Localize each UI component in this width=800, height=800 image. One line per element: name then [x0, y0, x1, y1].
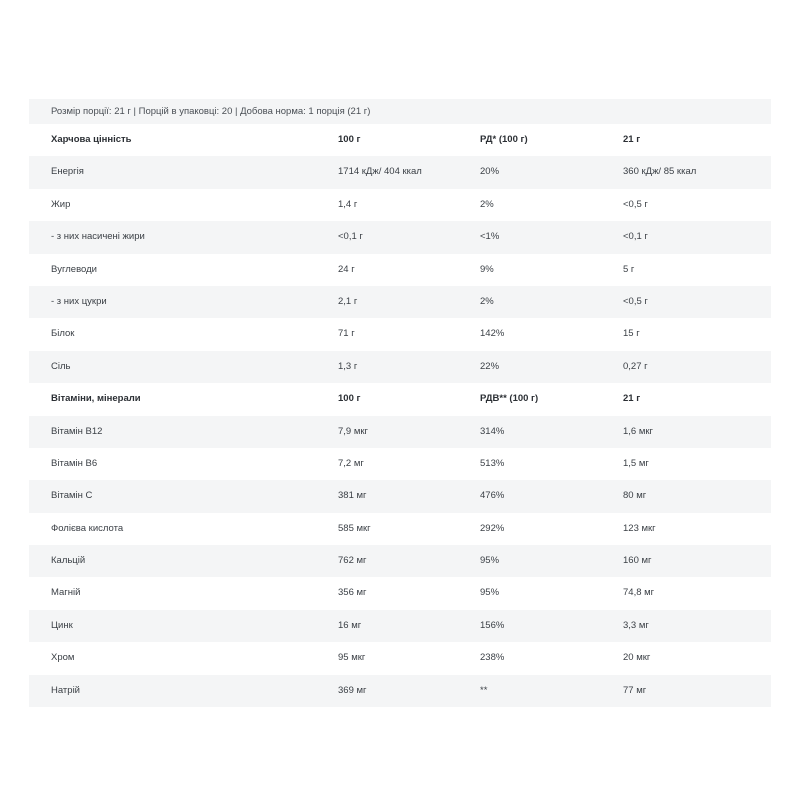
table-section-header	[29, 124, 771, 156]
value-rda: 9%	[480, 263, 494, 275]
value-rda: <1%	[480, 231, 500, 243]
nutrient-name: Вітамін C	[51, 490, 93, 502]
value-rda: 292%	[480, 522, 505, 534]
nutrient-name: Вітаміни, мінерали	[51, 393, 141, 405]
value-rda: 95%	[480, 587, 500, 599]
nutrient-name: Харчова цінність	[51, 134, 132, 145]
value-per-100g: 100 г	[338, 393, 361, 405]
value-per-100g: 1,3 г	[338, 360, 358, 372]
value-rda: 476%	[480, 490, 505, 502]
value-per-serving: 15 г	[623, 328, 640, 340]
table-row	[29, 351, 771, 383]
value-per-serving: 123 мкг	[623, 522, 656, 534]
table-row	[29, 221, 771, 253]
table-row	[29, 642, 771, 674]
nutrient-name: Цинк	[51, 619, 73, 631]
value-per-serving: <0,5 г	[623, 295, 648, 307]
value-per-serving: 1,6 мкг	[623, 425, 653, 437]
serving-info: Розмір порції: 21 г | Порцій в упаковці: 20 | Добова норма: 1 порція (21 г)	[51, 106, 371, 117]
value-per-100g: 585 мкг	[338, 522, 371, 534]
nutrient-name: Сіль	[51, 360, 71, 372]
nutrient-name: Вітамін B12	[51, 425, 103, 437]
value-per-100g: 100 г	[338, 134, 361, 145]
nutrition-table	[29, 99, 771, 701]
value-rda: 20%	[480, 166, 500, 178]
value-per-100g: 1714 кДж/ 404 ккал	[338, 166, 422, 178]
value-rda: 22%	[480, 360, 500, 372]
nutrient-name: Білок	[51, 328, 75, 340]
value-per-serving: 0,27 г	[623, 360, 648, 372]
value-per-100g: 2,1 г	[338, 295, 358, 307]
table-row	[29, 318, 771, 350]
value-rda: РД* (100 г)	[480, 134, 528, 145]
value-per-100g: 16 мг	[338, 619, 362, 631]
table-row	[29, 286, 771, 318]
value-per-100g: 1,4 г	[338, 198, 358, 210]
value-rda: 156%	[480, 619, 505, 631]
nutrient-name: Вуглеводи	[51, 263, 97, 275]
nutrient-name: Фолієва кислота	[51, 522, 124, 534]
nutrient-name: Вітамін B6	[51, 457, 98, 469]
table-row	[29, 156, 771, 188]
table-section-header	[29, 383, 771, 415]
value-rda: 513%	[480, 457, 505, 469]
nutrient-name: Кальцій	[51, 555, 86, 567]
value-rda: РДВ** (100 г)	[480, 393, 539, 405]
value-rda: 142%	[480, 328, 505, 340]
value-rda: 2%	[480, 198, 494, 210]
value-per-serving: 160 мг	[623, 555, 652, 567]
value-per-100g: 381 мг	[338, 490, 367, 502]
value-per-100g: 369 мг	[338, 684, 367, 696]
table-row	[29, 189, 771, 221]
value-per-100g: 7,2 мг	[338, 457, 364, 469]
nutrient-name: - з них насичені жири	[51, 231, 145, 243]
table-row	[29, 610, 771, 642]
table-row	[29, 480, 771, 512]
table-row	[29, 448, 771, 480]
value-per-serving: 21 г	[623, 393, 641, 405]
value-per-serving: 77 мг	[623, 684, 647, 696]
value-rda: 238%	[480, 652, 505, 664]
value-per-100g: 95 мкг	[338, 652, 366, 664]
nutrient-name: Магній	[51, 587, 81, 599]
value-per-100g: 24 г	[338, 263, 355, 275]
value-per-100g: 356 мг	[338, 587, 367, 599]
value-rda: 2%	[480, 295, 494, 307]
value-per-serving: 20 мкг	[623, 652, 651, 664]
nutrient-name: Натрій	[51, 684, 80, 696]
table-row	[29, 545, 771, 577]
value-per-serving: 1,5 мг	[623, 457, 649, 469]
value-rda: 95%	[480, 555, 500, 567]
value-per-serving: 3,3 мг	[623, 619, 649, 631]
table-row	[29, 254, 771, 286]
table-row	[29, 675, 771, 707]
nutrient-name: Жир	[51, 198, 71, 210]
value-rda: 314%	[480, 425, 505, 437]
table-row	[29, 513, 771, 545]
value-per-100g: <0,1 г	[338, 231, 363, 243]
value-per-serving: 5 г	[623, 263, 635, 275]
value-rda: **	[480, 684, 488, 696]
table-row	[29, 416, 771, 448]
value-per-serving: 21 г	[623, 134, 641, 145]
value-per-serving: 360 кДж/ 85 ккал	[623, 166, 697, 178]
nutrient-name: Хром	[51, 652, 75, 664]
nutrition-rows	[29, 124, 771, 707]
value-per-serving: <0,1 г	[623, 231, 648, 243]
value-per-serving: 74,8 мг	[623, 587, 655, 599]
value-per-100g: 762 мг	[338, 555, 367, 567]
nutrient-name: - з них цукри	[51, 295, 107, 307]
value-per-100g: 7,9 мкг	[338, 425, 368, 437]
value-per-serving: 80 мг	[623, 490, 647, 502]
nutrient-name: Енергія	[51, 166, 84, 178]
value-per-100g: 71 г	[338, 328, 355, 340]
value-per-serving: <0,5 г	[623, 198, 648, 210]
table-row	[29, 577, 771, 609]
